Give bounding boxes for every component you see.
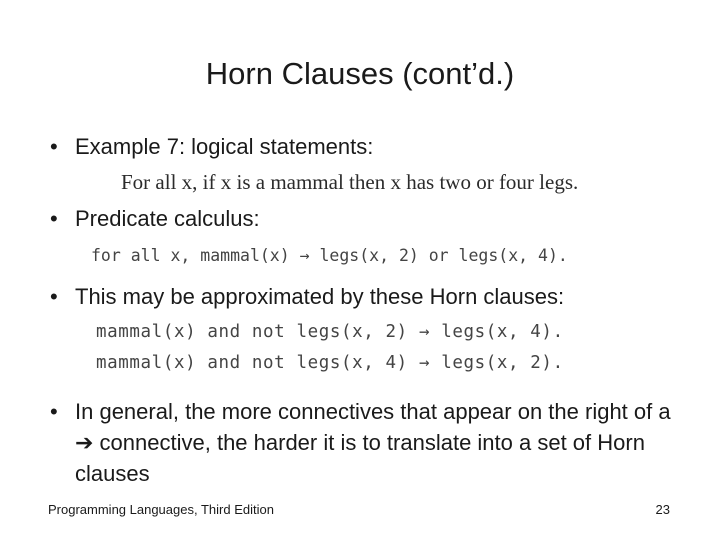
arrow-icon: ➔ [75, 430, 94, 455]
bullet-text: Example 7: logical statements: [75, 134, 374, 159]
slide-title: Horn Clauses (cont’d.) [205, 56, 515, 91]
bullet-general-text [75, 396, 695, 489]
horn-clause-1: mammal(x) and not legs(x, 2) → legs(x, 4). [96, 322, 564, 342]
footer-page-number: 23 [655, 502, 670, 517]
bullet-marker: • [50, 399, 58, 424]
bullet-text-after: connective, the harder it is to translate into a set of Horn clauses [75, 430, 645, 486]
english-statement: For all x, if x is a mammal then x has two or four legs. [121, 170, 579, 194]
bullet-text: This may be approximated by these Horn clauses: [75, 284, 565, 309]
footer-book-title: Programming Languages, Third Edition [48, 502, 274, 517]
predicate-statement: for all x, mammal(x) → legs(x, 2) or legs(x, 4). [91, 246, 568, 265]
bullet-marker: • [50, 134, 58, 159]
bullet-text-before: In general, the more connectives that appear on the right of a [75, 399, 671, 424]
bullet-marker: • [50, 284, 58, 309]
horn-clause-2: mammal(x) and not legs(x, 4) → legs(x, 2). [96, 353, 564, 373]
bullet-marker: • [50, 206, 58, 231]
bullet-text: Predicate calculus: [75, 206, 260, 231]
